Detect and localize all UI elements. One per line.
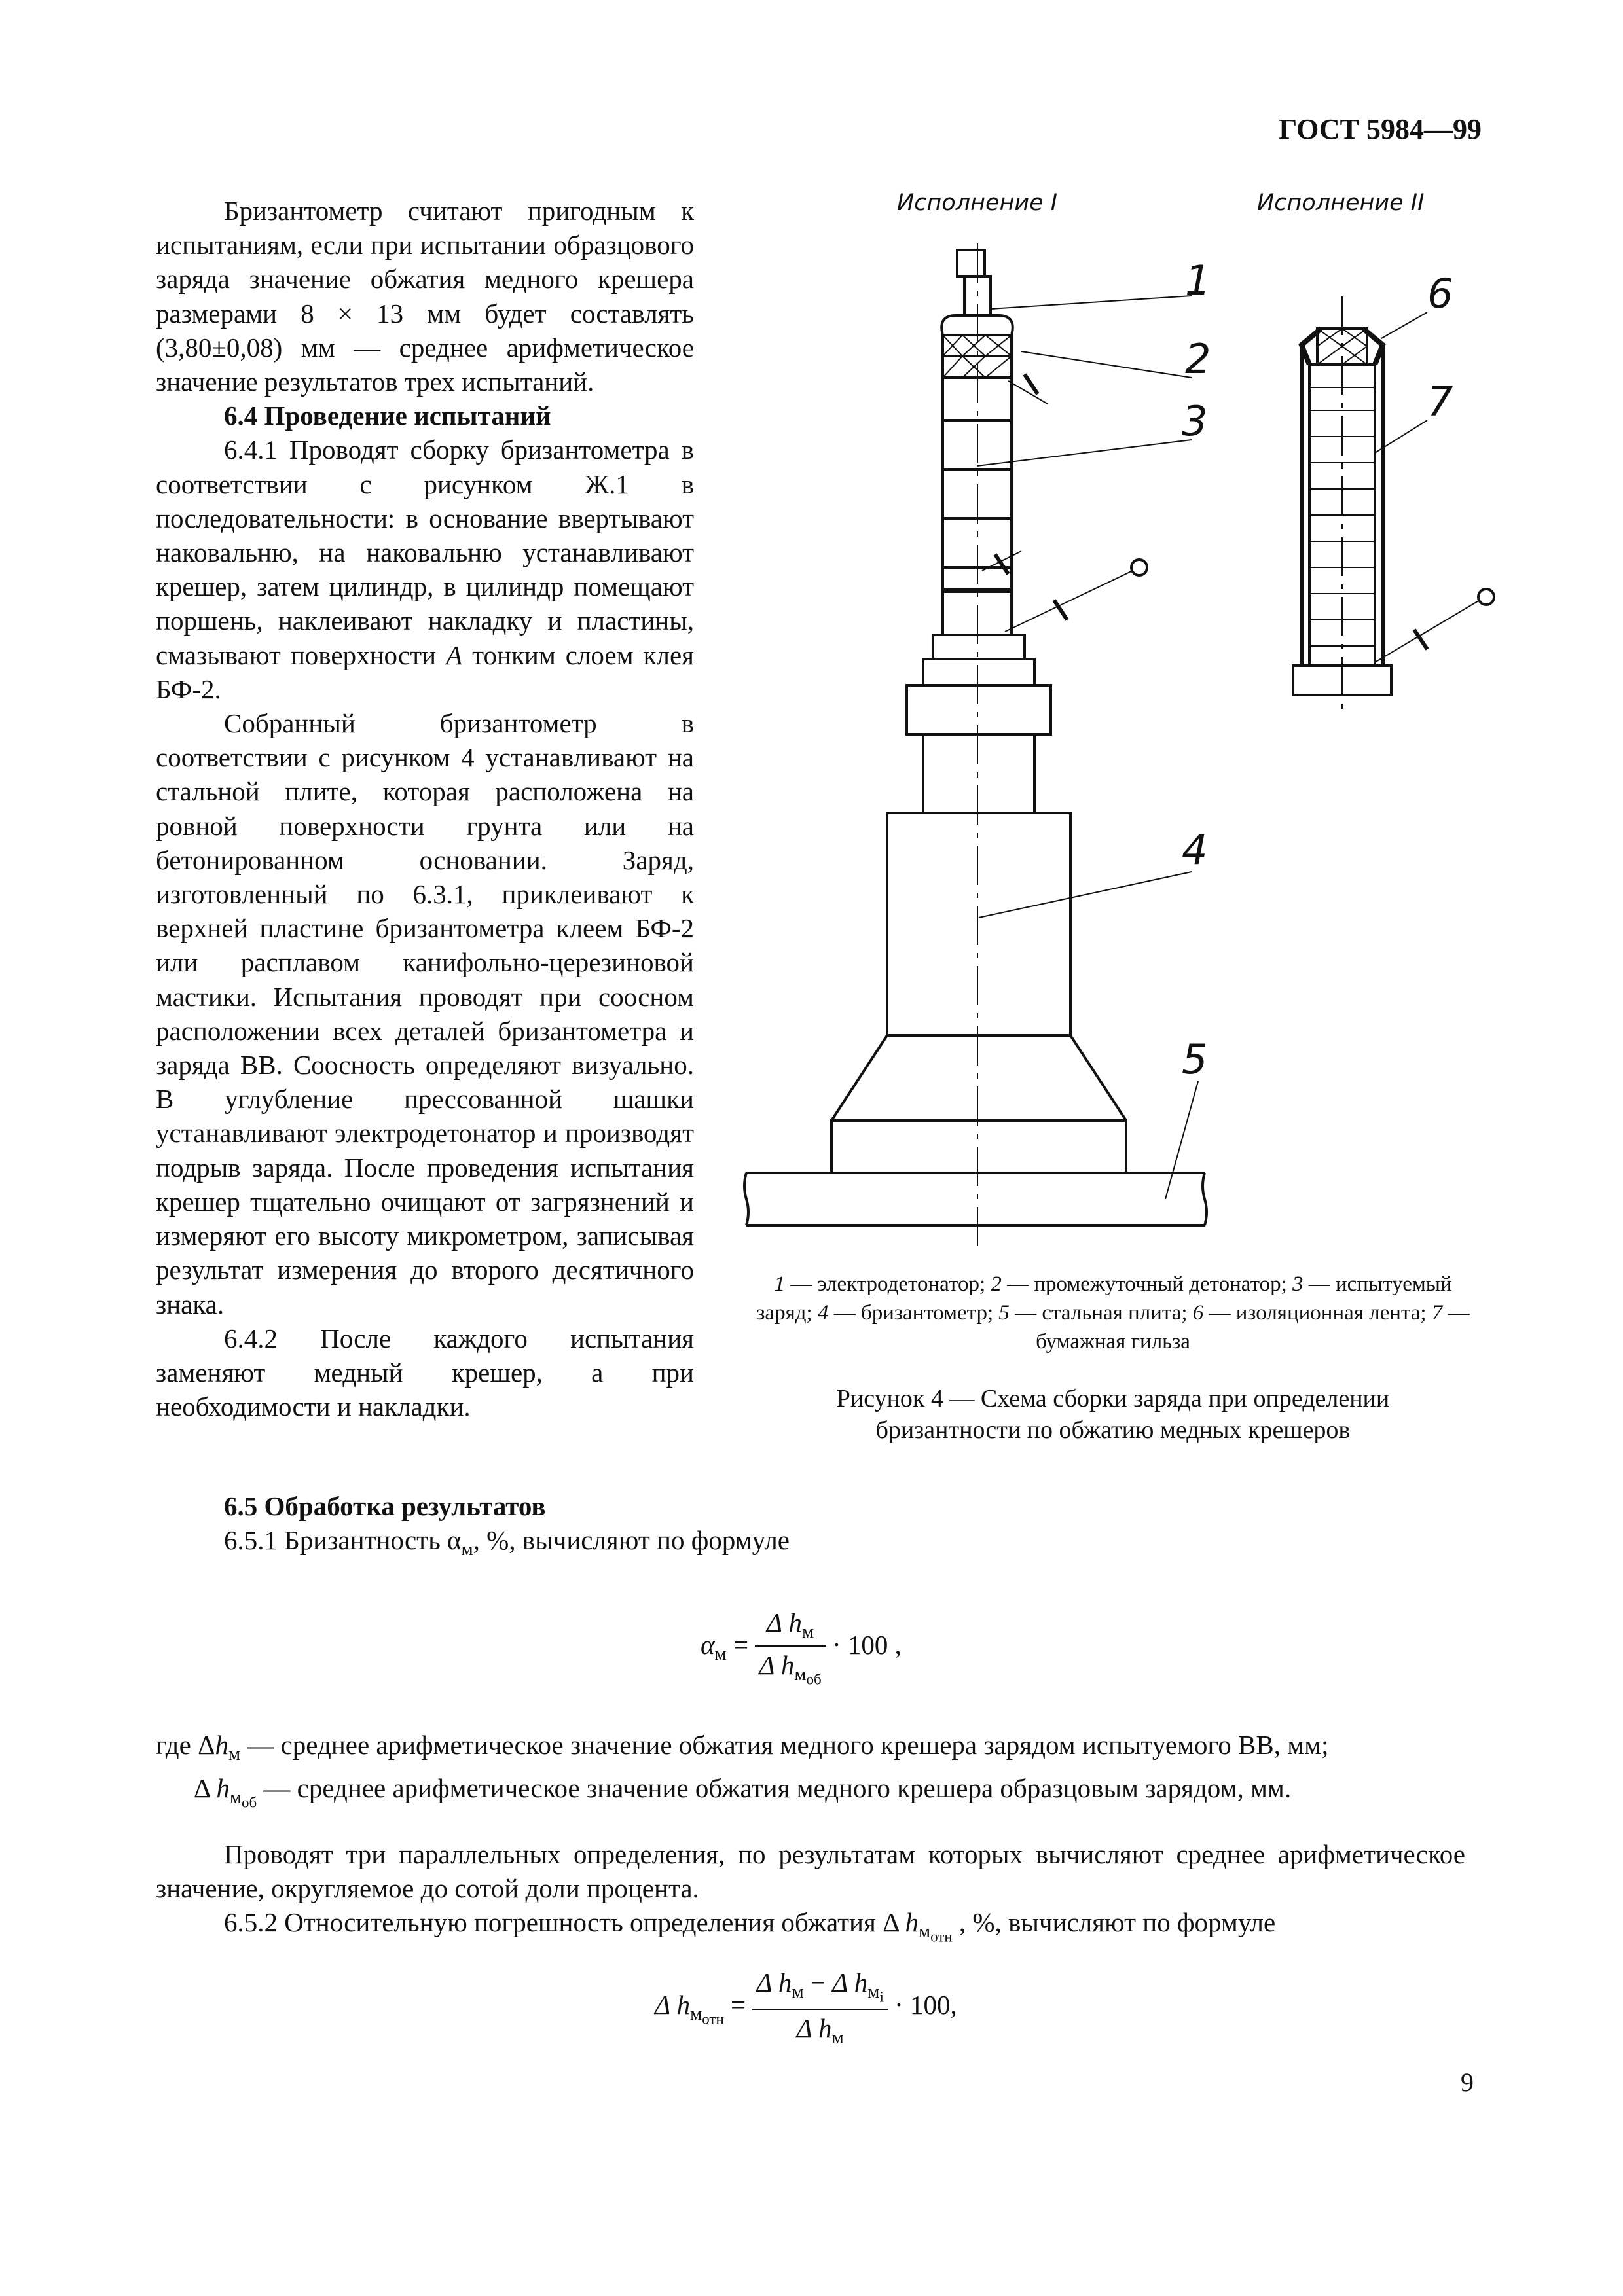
variant-1-label: Исполнение I <box>897 190 1058 216</box>
paragraph-6-4-2: 6.4.2 После каждого испытания заменяют медный крешер, а при необходимости и накладки. <box>156 1323 694 1422</box>
paragraph-three-determinations: Проводят три параллельных определения, по результатам которых вычисляют среднее арифметическое значение, округляемое до сотой доли процента. <box>156 1839 1465 1904</box>
steel-plate-break-left <box>744 1173 748 1225</box>
paragraph-6-4-1-end: тонким слоем клея БФ-2. <box>156 639 695 704</box>
heading-6-5: 6.5 Обработка результатов <box>224 1491 546 1521</box>
base-step <box>831 1121 1126 1173</box>
wire-terminal-1 <box>1131 560 1147 575</box>
paragraph-6-5-2: 6.5.2 Относительную погрешность определения обжатия Δ $h_{м_{отн}}$ , %, вычисляют по формуле <box>224 1907 1276 1946</box>
callout-4: 4 <box>1182 826 1208 874</box>
collar-cap <box>933 635 1025 659</box>
detonator-head <box>957 250 985 276</box>
heading-6-4: 6.4 Проведение испытаний <box>224 401 551 431</box>
wire-terminal-2 <box>1478 589 1494 605</box>
callout-5: 5 <box>1182 1035 1208 1083</box>
leader-3 <box>977 440 1192 466</box>
formula-relative-error: Δ $h_{м_{отн}}$ = $\frac{\Delta h_м - \Delta h_{м_i}}{\Delta h_м}$ · 100, <box>655 1967 957 2049</box>
collar-top <box>923 659 1034 685</box>
paragraph-6-5-1: 6.5.1 Бризантность $\alpha_м$, %, вычисляют по формуле <box>224 1525 790 1560</box>
caption-line-1: Рисунок 4 — Схема сборки заряда при определении <box>836 1385 1390 1412</box>
callout-2: 2 <box>1185 335 1211 383</box>
upper-collar <box>907 685 1051 734</box>
figure-4-assembly-diagram <box>720 178 1506 1369</box>
leader-5 <box>1165 1081 1198 1199</box>
steel-plate-break-right <box>1203 1173 1207 1225</box>
caption-line-2: бризантности по обжатию медных крешеров <box>875 1416 1351 1444</box>
paragraph-assembled-brisantometer: Собранный бризантометр в соответствии с рисунком 4 устанавливают на стальной плите, которая расположена на ровной поверхности грунта или на бетонированном основании. Заряд, изготовленный по 6.3.1, приклеивают к верхней пластине бризантометра клеем БФ-2 или расплавом канифольно-церезиновой мастики. Испытания проводят при соосном расположении всех деталей бризантометра и заряда ВВ. Соосность определяют визуально. В углубление прессованной шашки устанавливают электродетонатор и производят подрыв заряда. После проведения испытания крешер тщательно очищают от загрязнений и измеряют его высоту микрометром, записывая результат измерения до второго десятичного знака. <box>156 708 694 1319</box>
assembly-drawing <box>720 178 1506 1265</box>
paragraph-6-4-1 <box>156 433 694 706</box>
callout-6: 6 <box>1427 270 1453 317</box>
definition-dh-m-ob: Δ $h_{м_{об}}$ — среднее арифметическое значение обжатия медного крешера образцовым зарядом, мм. <box>194 1773 1292 1812</box>
callout-3: 3 <box>1182 397 1208 445</box>
left-column-text <box>156 194 694 1424</box>
document-code-header: ГОСТ 5984—99 <box>1279 113 1482 145</box>
formula-1-definitions <box>156 1728 1465 1954</box>
definition-dh-m: где $\Delta h_м$ — среднее арифметическое значение обжатия медного крешера зарядом испытуемого ВВ, мм; <box>156 1730 1329 1765</box>
body-neck <box>923 734 1034 813</box>
surface-label-a: А <box>446 639 463 670</box>
formula-1-fraction: $\frac{\Delta h_м}{\Delta h_{м_{об}}}$ <box>755 1607 825 1689</box>
variant-2-label: Исполнение II <box>1257 190 1425 216</box>
leader-1 <box>991 296 1192 309</box>
callout-7: 7 <box>1427 378 1453 425</box>
leader-4 <box>979 872 1192 918</box>
page-number: 9 <box>1461 2068 1474 2097</box>
brisantometer-body <box>887 813 1070 1035</box>
paragraph-6-4-1-text: 6.4.1 Проводят сборку бризантометра в соответствии с рисунком Ж.1 в последовательности: в основание ввертывают наковальню, на наковальню устанавливают крешер, затем цилиндр, в цилиндр помещают поршень, наклеивают накладку и пластины, смазывают поверхности <box>156 435 694 670</box>
formula-brisance: $\alpha_м$ = $\frac{\Delta h_м}{\Delta h_{м_{об}}}$ · 100 , <box>701 1607 902 1689</box>
section-6-5 <box>156 1489 1465 1566</box>
base-cone <box>831 1035 1126 1121</box>
callout-1: 1 <box>1185 257 1211 304</box>
paragraph-brisantometer-fitness: Бризантометр считают пригодным к испытаниям, если при испытании образцового заряда значение обжатия медного крешера размерами 8 × 13 мм будет составлять (3,80±0,08) мм — среднее арифметическое значение результатов трех испытаний. <box>156 196 694 397</box>
figure-legend: 1 — электродетонатор; 2 — промежуточный детонатор; 3 — испытуемый заряд; 4 — бризантометр; 5 — стальная плита; 6 — изоляционная лента; 7 — бумажная гильза <box>756 1272 1470 1354</box>
figure-caption <box>746 1383 1480 1446</box>
leader-2 <box>1021 351 1192 378</box>
formula-2-fraction: $\frac{\Delta h_м - \Delta h_{м_i}}{\Delta h_м}$ <box>752 1967 887 2049</box>
leader-6 <box>1381 312 1427 338</box>
